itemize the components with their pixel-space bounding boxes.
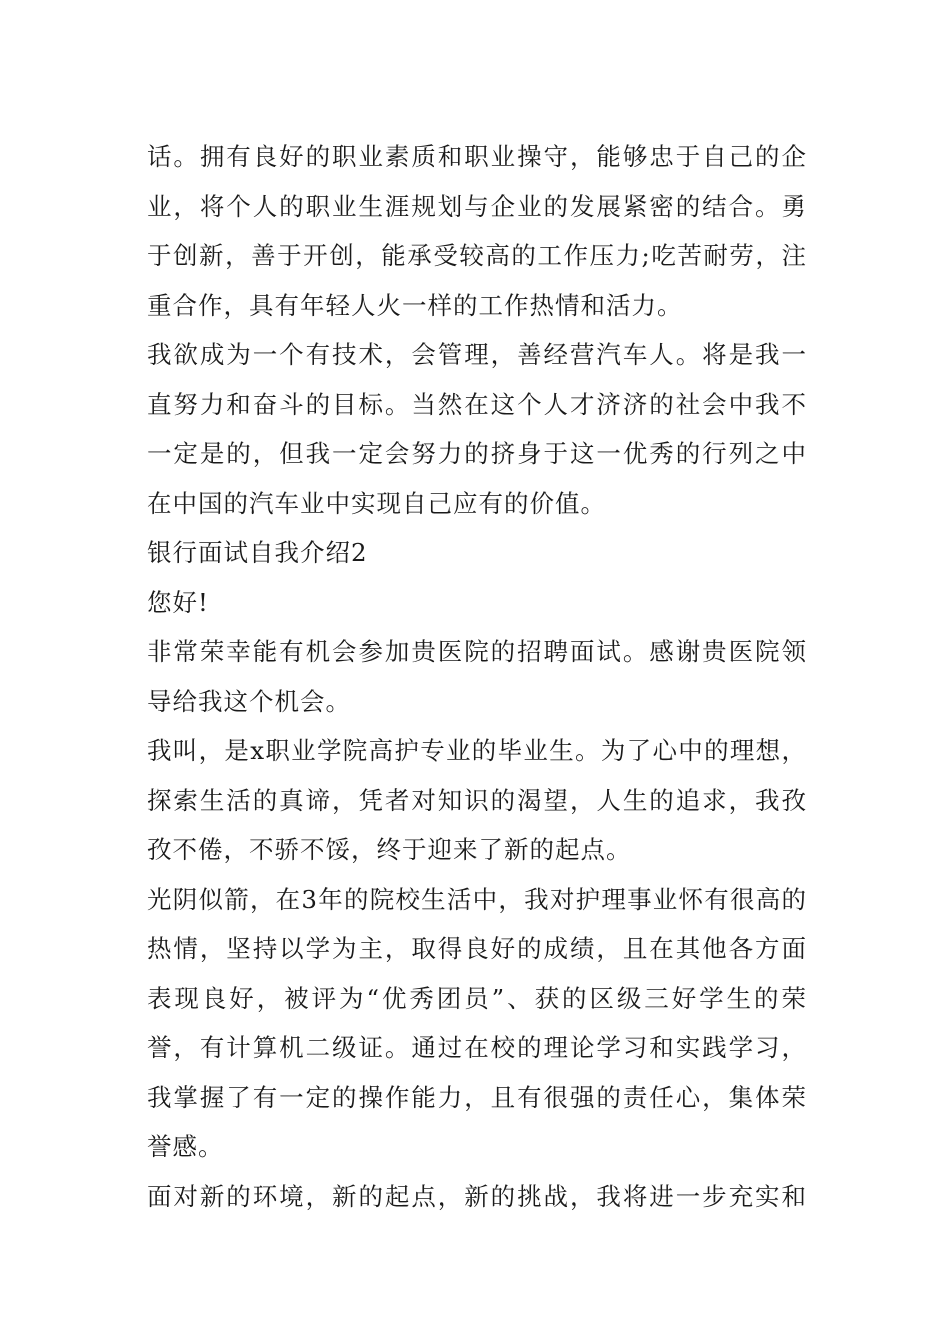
text-line: 我掌握了有一定的操作能力，且有很强的责任心，集体荣 (147, 1082, 807, 1112)
text-line: 面对新的环境，新的起点，新的挑战，我将进一步充实和 (147, 1181, 807, 1211)
text-line: 银行面试自我介绍2 (147, 538, 368, 567)
text-line: 业，将个人的职业生涯规划与企业的发展紧密的结合。勇 (147, 191, 807, 221)
paragraph (147, 132, 807, 330)
document-body (147, 132, 807, 1221)
paragraph (147, 726, 807, 875)
text-line: 表现良好，被评为“优秀团员”、获的区级三好学生的荣 (147, 983, 807, 1013)
paragraph (147, 578, 807, 628)
text-line: 在中国的汽车业中实现自己应有的价值。 (147, 488, 606, 518)
paragraph (147, 330, 807, 528)
paragraph (147, 627, 807, 726)
paragraph (147, 528, 807, 578)
paragraph (147, 875, 807, 1172)
text-line: 誉感。 (147, 1132, 224, 1161)
text-line: 一定是的，但我一定会努力的挤身于这一优秀的行列之中 (147, 439, 807, 468)
paragraph (147, 1172, 807, 1222)
text-line: 话。拥有良好的职业素质和职业操守，能够忠于自己的企 (147, 142, 807, 171)
text-line: 热情，坚持以学为主，取得良好的成绩，且在其他各方面 (147, 934, 807, 963)
text-line: 导给我这个机会。 (147, 686, 351, 716)
text-line: 重合作，具有年轻人火一样的工作热情和活力。 (147, 290, 683, 320)
text-line: 誉，有计算机二级证。通过在校的理论学习和实践学习， (147, 1033, 807, 1062)
text-line: 直努力和奋斗的目标。当然在这个人才济济的社会中我不 (147, 389, 807, 419)
text-line: 孜不倦，不骄不馁，终于迎来了新的起点。 (147, 835, 632, 864)
text-line: 我叫，是x职业学院高护专业的毕业生。为了心中的理想， (147, 736, 807, 765)
text-line: 非常荣幸能有机会参加贵医院的招聘面试。感谢贵医院领 (147, 637, 807, 666)
text-line: 您好! (147, 587, 209, 617)
text-line: 探索生活的真谛，凭者对知识的渴望，人生的追求，我孜 (147, 785, 807, 815)
text-line: 于创新，善于开创，能承受较高的工作压力;吃苦耐劳，注 (147, 241, 807, 270)
text-line: 光阴似箭，在3年的院校生活中，我对护理事业怀有很高的 (147, 884, 807, 914)
text-line: 我欲成为一个有技术，会管理，善经营汽车人。将是我一 (147, 340, 807, 369)
